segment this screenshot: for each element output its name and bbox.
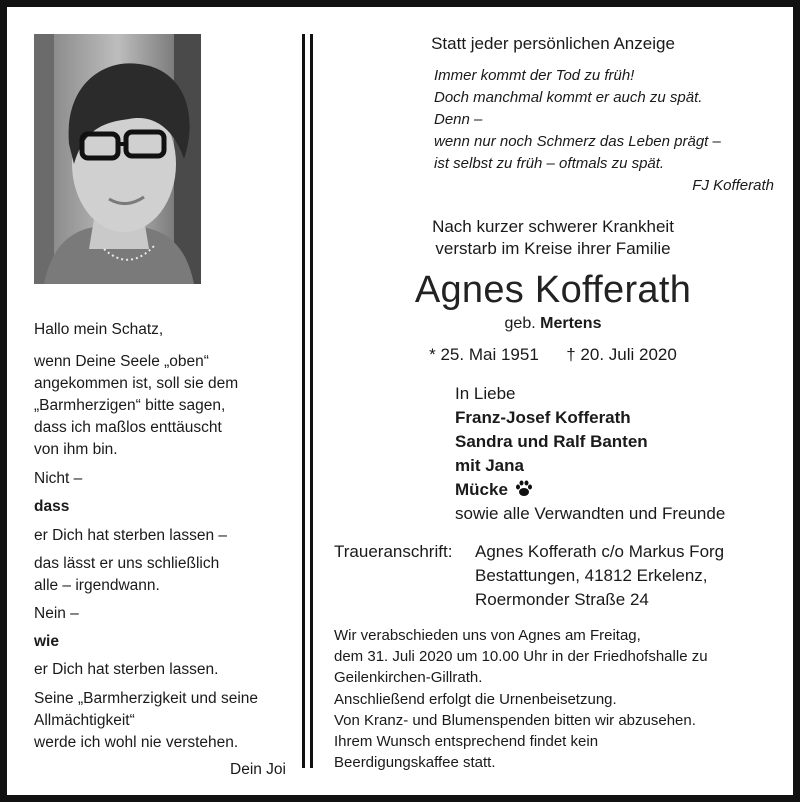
funeral-line: Anschließend erfolgt die Urnenbeisetzung. (334, 691, 617, 708)
letter-signature: Dein Joi (230, 761, 286, 778)
mourner-name: Mücke (455, 480, 508, 499)
letter-line: er Dich hat sterben lassen – (34, 527, 227, 544)
poem-line: Doch manchmal kommt er auch zu spät. (434, 89, 703, 106)
funeral-line: dem 31. Juli 2020 um 10.00 Uhr in der Friedhofshalle zu (334, 648, 708, 665)
letter-line: werde ich wohl nie verstehen. (34, 734, 239, 751)
letter-line: Nicht – (34, 470, 83, 487)
letter-line: angekommen ist, soll sie dem (34, 375, 239, 392)
address-line: Bestattungen, 41812 Erkelenz, (475, 566, 708, 585)
letter-line: Hallo mein Schatz, (34, 321, 164, 338)
birth-name (321, 315, 785, 333)
divider-line-left (302, 34, 305, 768)
poem-line: Immer kommt der Tod zu früh! (434, 67, 635, 84)
notice-header: Statt jeder persönlichen Anzeige (431, 34, 675, 53)
poem-author: FJ Kofferath (692, 177, 774, 194)
address-line: Agnes Kofferath c/o Markus Forg (475, 542, 725, 561)
deceased-name: Agnes Kofferath (414, 269, 692, 311)
letter-emphasis: dass (34, 498, 70, 515)
mourners-intro: In Liebe (455, 384, 516, 403)
intro-line: Nach kurzer schwerer Krankheit (432, 217, 674, 236)
mourner-name: mit Jana (455, 456, 524, 475)
birth-date: * 25. Mai 1951 (429, 345, 539, 364)
divider-line-right (310, 34, 313, 768)
letter-line: das lässt er uns schließlich (34, 555, 220, 572)
letter-line: wenn Deine Seele „oben“ (34, 353, 209, 370)
letter-line: er Dich hat sterben lassen. (34, 661, 219, 678)
birth-name-prefix: geb. (504, 315, 536, 332)
letter-emphasis: wie (34, 633, 59, 650)
paw-icon (515, 480, 533, 497)
life-dates (321, 345, 785, 365)
death-date: † 20. Juli 2020 (566, 345, 677, 364)
poem-line: Denn – (434, 111, 483, 128)
poem-line: wenn nur noch Schmerz das Leben prägt – (434, 133, 721, 150)
letter-line: Nein – (34, 605, 79, 622)
letter-line: Allmächtigkeit“ (34, 712, 135, 729)
portrait-photo (34, 34, 201, 284)
letter-line: von ihm bin. (34, 441, 118, 458)
poem-line: ist selbst zu früh – oftmals zu spät. (434, 155, 665, 172)
mourner-pet (455, 480, 533, 500)
letter-line: Seine „Barmherzigkeit und seine (34, 690, 259, 707)
funeral-line: Ihrem Wunsch entsprechend findet kein (334, 733, 599, 750)
mourners-others: sowie alle Verwandten und Freunde (455, 504, 726, 523)
funeral-line: Von Kranz- und Blumenspenden bitten wir abzusehen. (334, 712, 696, 729)
intro-line: verstarb im Kreise ihrer Familie (435, 239, 671, 258)
letter-line: dass ich maßlos enttäuscht (34, 419, 222, 436)
funeral-line: Geilenkirchen-Gillrath. (334, 669, 483, 686)
funeral-line: Beerdigungskaffee statt. (334, 754, 496, 771)
mourner-name: Sandra und Ralf Banten (455, 432, 648, 451)
letter-line: „Barmherzigen“ bitte sagen, (34, 397, 226, 414)
funeral-line: Wir verabschieden uns von Agnes am Freitag, (334, 627, 641, 644)
mourner-name: Franz-Josef Kofferath (455, 408, 631, 427)
address-label: Traueranschrift: (334, 542, 453, 561)
address-line: Roermonder Straße 24 (475, 590, 649, 609)
letter-line: alle – irgendwann. (34, 577, 160, 594)
birth-name-value: Mertens (540, 315, 602, 332)
